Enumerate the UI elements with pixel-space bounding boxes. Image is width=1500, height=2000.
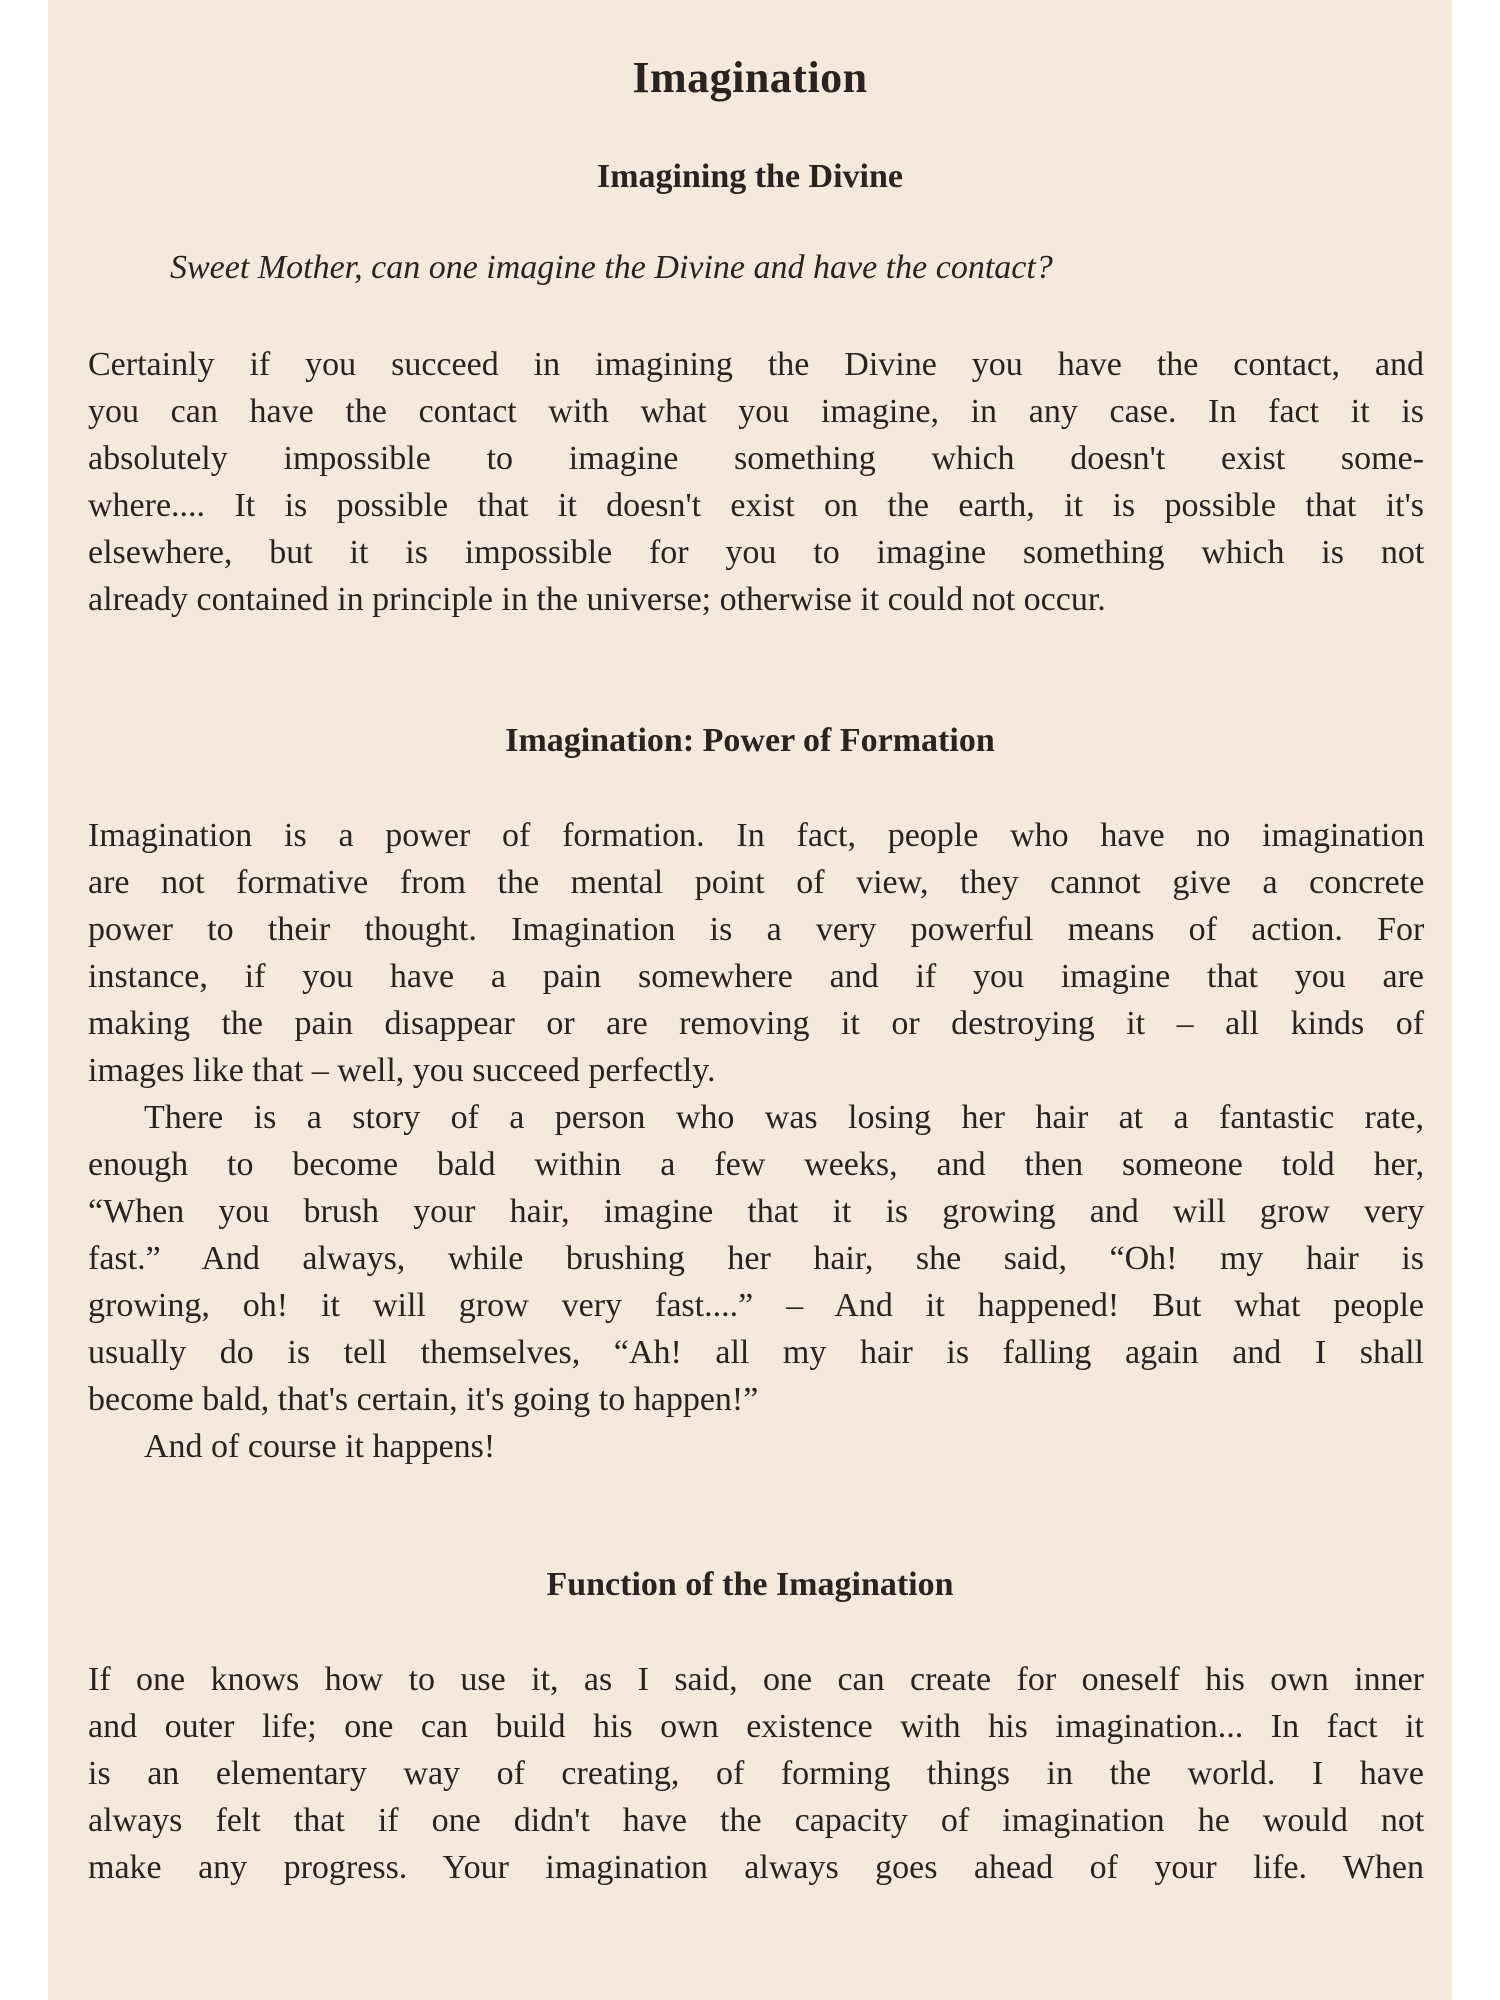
section-heading-imagining-the-divine: Imagining the Divine (596, 158, 904, 195)
book-page (48, 0, 1452, 2000)
section-heading-power-of-formation: Imagination: Power of Formation (505, 722, 995, 759)
text-line: power to their thought. Imagination is a very powerful means of action. For (88, 911, 1425, 948)
text-line: and outer life; one can build his own existence with his imagination... In fact it (88, 1708, 1424, 1745)
text-line: making the pain disappear or are removing it or destroying it – all kinds of (88, 1005, 1425, 1042)
text-line: If one knows how to use it, as I said, one can create for oneself his own inner (88, 1661, 1424, 1698)
text-line: are not formative from the mental point of view, they cannot give a concrete (88, 864, 1425, 901)
text-line: “When you brush your hair, imagine that it is growing and will grow very (88, 1193, 1425, 1230)
paragraph (88, 812, 1424, 1470)
text-line: Certainly if you succeed in imagining the Divine you have the contact, and (88, 346, 1424, 383)
text-line: Imagination is a power of formation. In fact, people who have no imagination (88, 817, 1425, 854)
question-text: Sweet Mother, can one imagine the Divine and have the contact? (170, 249, 1053, 286)
text-line: growing, oh! it will grow very fast....” – And it happened! But what people (88, 1287, 1424, 1324)
text-line: make any progress. Your imagination always goes ahead of your life. When (88, 1849, 1424, 1886)
text-line: enough to become bald within a few weeks, and then someone told her, (88, 1146, 1425, 1183)
text-line: become bald, that's certain, it's going to happen!” (88, 1381, 759, 1418)
text-line: instance, if you have a pain somewhere and if you imagine that you are (88, 958, 1424, 995)
text-line: already contained in principle in the universe; otherwise it could not occur. (88, 581, 1106, 618)
text-line: absolutely impossible to imagine something which doesn't exist some- (88, 440, 1425, 477)
text-line: fast.” And always, while brushing her hair, she said, “Oh! my hair is (88, 1240, 1424, 1277)
text-line: you can have the contact with what you imagine, in any case. In fact it is (88, 393, 1424, 430)
text-line: always felt that if one didn't have the capacity of imagination he would not (88, 1802, 1425, 1839)
text-line: And of course it happens! (144, 1428, 496, 1465)
text-line: where.... It is possible that it doesn't exist on the earth, it is possible that it's (88, 487, 1424, 524)
text-line: There is a story of a person who was losing her hair at a fantastic rate, (144, 1099, 1424, 1136)
text-line: images like that – well, you succeed perfectly. (88, 1052, 716, 1089)
page-title: Imagination (632, 53, 868, 102)
section-heading-function-of-imagination: Function of the Imagination (546, 1566, 954, 1603)
text-line: is an elementary way of creating, of forming things in the world. I have (88, 1755, 1424, 1792)
paragraph (88, 341, 1424, 623)
text-line: usually do is tell themselves, “Ah! all my hair is falling again and I shall (88, 1334, 1424, 1371)
paragraph (88, 1656, 1424, 1891)
text-line: elsewhere, but it is impossible for you to imagine something which is not (88, 534, 1425, 571)
